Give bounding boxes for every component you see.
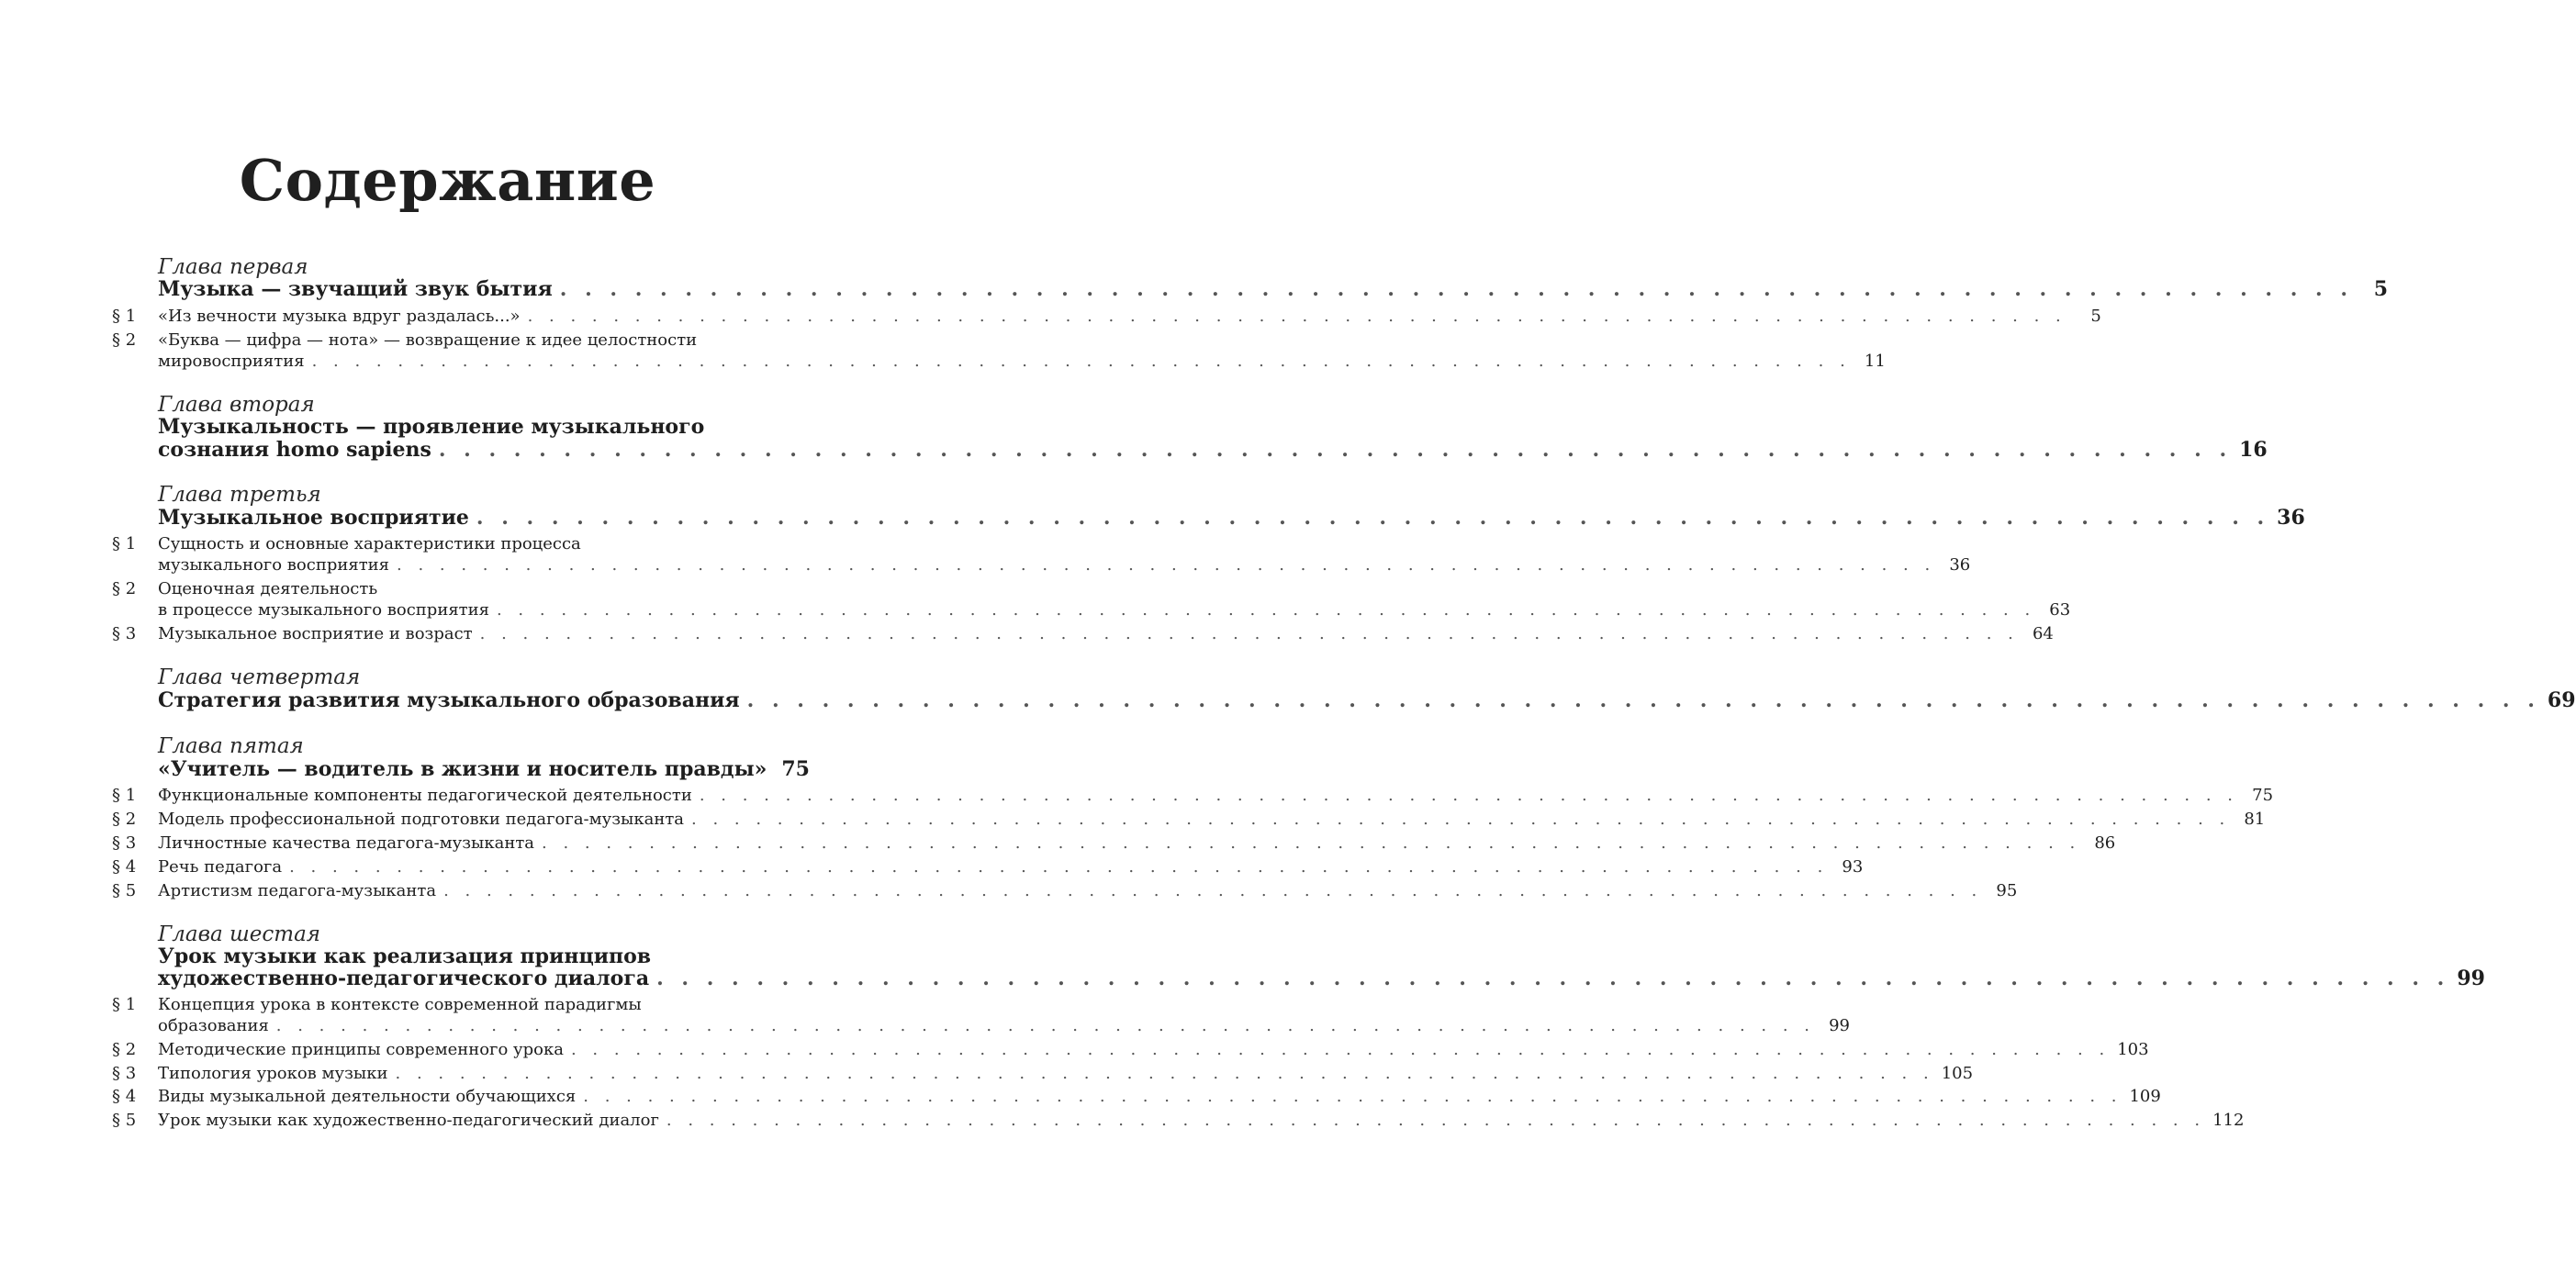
chapter-title[interactable] [158,967,2485,992]
section-title: «Из вечности музыка вдруг раздалась...» [158,307,521,326]
dot-leader: . . . . . . . . . . . . . . . . . . . . . . . . . . . . . . . . . . . . . . . . . . . . . . . . . . . . . . . . . . . . . . . . . . . . . . . . [570,1040,2111,1059]
section-title: Модель профессиональной подготовки педагога-музыканта [158,810,685,829]
section-title: мировосприятия [158,352,305,371]
dot-leader: . . . . . . . . . . . . . . . . . . . . . . . . . . . . . . . . . . . . . . . . . . . . . . . . . . . . . . . . . . . . . . . . . . . . . . . . [559,277,2354,301]
page-number: 64 [2032,624,2054,643]
section-title: Урок музыки как художественно-педагогический диалог [158,1111,659,1130]
chapter-title-line: Музыкальность — проявление музыкального [158,415,705,439]
section-title: Музыкальное восприятие и возраст [158,624,473,643]
section-number: § 3 [112,833,137,853]
chapter-title-text: Музыкальное восприятие [158,506,469,530]
chapter-title-line: Урок музыки как реализация принципов [158,944,652,968]
section-entry[interactable] [158,1016,1850,1042]
chapter-title[interactable] [158,688,2576,714]
dot-leader: . . . . . . . . . . . . . . . . . . . . . . . . . . . . . . . . . . . . . . . . . . . . . . . . . . . . . . . . . . . . . . . . . . . . . . . . [691,810,2231,829]
section-number: § 2 [112,1040,137,1059]
section-entry[interactable] [158,786,2274,811]
section-number: § 2 [112,330,137,350]
chapter-label: Глава первая [158,255,308,279]
chapter-label: Глава третья [158,483,321,507]
section-number: § 2 [112,810,137,829]
section-number: § 5 [112,1111,137,1130]
page-number: 86 [2094,833,2116,853]
page-number: 63 [2049,600,2071,620]
section-entry[interactable] [158,555,1971,581]
section-title: музыкального восприятия [158,555,390,575]
dot-leader: . . . . . . . . . . . . . . . . . . . . . . . . . . . . . . . . . . . . . . . . . . . . . . . . . . . . . . . . . . . . . . . . . . . . . . . . [289,857,1829,877]
chapter-title-text: Стратегия развития музыкального образования [158,688,740,712]
chapter-title-text: «Учитель — водитель в жизни и носитель правды» [158,757,767,781]
page-number: 36 [1949,555,1971,575]
page-number: 36 [2277,506,2305,530]
page-number: 93 [1842,857,1864,877]
section-entry[interactable] [158,624,2054,650]
page-number: 95 [1996,881,2018,900]
section-entry[interactable] [158,1040,2149,1066]
chapter-label: Глава вторая [158,393,315,417]
dot-leader: . . . . . . . . . . . . . . . . . . . . . . . . . . . . . . . . . . . . . . . . . . . . . . . . . . . . . . . . . . . . . . . . . . . . . . . . [476,506,2270,530]
page-number: 5 [2373,277,2389,301]
section-entry[interactable] [158,1064,1974,1090]
section-title-line: Сущность и основные характеристики процесса [158,534,581,553]
chapter-title[interactable] [158,506,2305,531]
section-title: Виды музыкальной деятельности обучающихся [158,1087,577,1106]
page-number: 105 [1941,1064,1974,1083]
page-title: Содержание [239,147,656,214]
dot-leader: . . . . . . . . . . . . . . . . . . . . . . . . . . . . . . . . . . . . . . . . . . . . . . . . . . . . . . . . . . . . . . . . . . . . . . . . [311,352,1851,371]
dot-leader: . . . . . . . . . . . . . . . . . . . . . . . . . . . . . . . . . . . . . . . . . . . . . . . . . . . . . . . . . . . . . . . . . . . . . . . . [275,1016,1815,1035]
page-number: 103 [2117,1040,2149,1059]
chapter-title[interactable] [158,277,2389,303]
section-title: Речь педагога [158,857,283,877]
dot-leader: . . . . . . . . . . . . . . . . . . . . . . . . . . . . . . . . . . . . . . . . . . . . . . . . . . . . . . . . . . . . . . . . . . . . . . . . [438,438,2233,462]
section-entry[interactable] [158,307,2101,332]
dot-leader: . . . . . . . . . . . . . . . . . . . . . . . . . . . . . . . . . . . . . . . . . . . . . . . . . . . . . . . . . . . . . . . . . . . . . . . . [479,624,2019,643]
dot-leader: . . . . . . . . . . . . . . . . . . . . . . . . . . . . . . . . . . . . . . . . . . . . . . . . . . . . . . . . . . . . . . . . . . . . . . . . [527,307,2066,326]
dot-leader: . . . . . . . . . . . . . . . . . . . . . . . . . . . . . . . . . . . . . . . . . . . . . . . . . . . . . . . . . . . . . . . . . . . . . . . . [443,881,1983,900]
section-title: Типология уроков музыки [158,1064,388,1083]
section-title: образования [158,1016,269,1035]
chapter-title-text: сознания homo sapiens [158,438,431,462]
chapter-title[interactable] [158,438,2268,464]
dot-leader: . . . . . . . . . . . . . . . . . . . . . . . . . . . . . . . . . . . . . . . . . . . . . . . . . . . . . . . . . . . . . . . . . . . . . . . . [699,786,2239,805]
dot-leader: . . . . . . . . . . . . . . . . . . . . . . . . . . . . . . . . . . . . . . . . . . . . . . . . . . . . . . . . . . . . . . . . . . . . . . . . [542,833,2081,853]
section-entry[interactable] [158,857,1864,883]
section-number: § 2 [112,579,137,598]
section-entry[interactable] [158,600,2071,626]
chapter-label: Глава пятая [158,734,304,758]
page-number: 5 [2090,307,2101,326]
dot-leader: . . . . . . . . . . . . . . . . . . . . . . . . . . . . . . . . . . . . . . . . . . . . . . . . . . . . . . . . . . . . . . . . . . . . . . . . [666,1111,2206,1130]
page-number: 11 [1864,352,1886,371]
section-number: § 1 [112,995,137,1014]
page-number: 109 [2129,1087,2161,1106]
section-entry[interactable] [158,1111,2245,1136]
section-number: § 4 [112,1087,137,1106]
page-number: 16 [2239,438,2268,462]
dot-leader: . . . . . . . . . . . . . . . . . . . . . . . . . . . . . . . . . . . . . . . . . . . . . . . . . . . . . . . . . . . . . . . . . . . . . . . . [656,967,2450,990]
chapter-title-text: Музыка — звучащий звук бытия [158,277,553,301]
section-title-line: «Буква — цифра — нота» — возвращение к идее целостности [158,330,698,350]
section-title-line: Концепция урока в контексте современной парадигмы [158,995,642,1014]
section-number: § 1 [112,307,137,326]
section-number: § 5 [112,881,137,900]
section-title-line: Оценочная деятельность [158,579,378,598]
dot-leader: . . . . . . . . . . . . . . . . . . . . . . . . . . . . . . . . . . . . . . . . . . . . . . . . . . . . . . . . . . . . . . . . . . . . . . . . [397,555,1936,575]
section-entry[interactable] [158,1087,2161,1112]
section-title: Методические принципы современного урока [158,1040,564,1059]
chapter-title[interactable] [158,757,810,783]
section-entry[interactable] [158,881,2018,907]
section-number: § 4 [112,857,137,877]
dot-leader: . . . . . . . . . . . . . . . . . . . . . . . . . . . . . . . . . . . . . . . . . . . . . . . . . . . . . . . . . . . . . . . . . . . . . . . . [583,1087,2122,1106]
chapter-title-text: художественно-педагогического диалога [158,967,650,990]
section-title: Функциональные компоненты педагогической деятельности [158,786,692,805]
page-number: 75 [2252,786,2274,805]
section-number: § 1 [112,534,137,553]
section-entry[interactable] [158,352,1886,377]
page-number: 99 [2457,967,2485,990]
chapter-label: Глава шестая [158,922,321,946]
section-number: § 1 [112,786,137,805]
section-title: Личностные качества педагога-музыканта [158,833,535,853]
dot-leader: . . . . . . . . . . . . . . . . . . . . . . . . . . . . . . . . . . . . . . . . . . . . . . . . . . . . . . . . . . . . . . . . . . . . . . . . [496,600,2036,620]
section-title: в процессе музыкального восприятия [158,600,489,620]
section-number: § 3 [112,624,137,643]
section-title: Артистизм педагога-музыканта [158,881,437,900]
section-entry[interactable] [158,810,2266,835]
page-number: 112 [2212,1111,2245,1130]
page-number: 75 [781,757,810,781]
page-number: 81 [2244,810,2266,829]
section-entry[interactable] [158,833,2116,859]
dot-leader: . . . . . . . . . . . . . . . . . . . . . . . . . . . . . . . . . . . . . . . . . . . . . . . . . . . . . . . . . . . . . . . . . . . . . . . . [395,1064,1934,1083]
page-number: 99 [1829,1016,1850,1035]
chapter-label: Глава четвертая [158,665,361,689]
dot-leader: . . . . . . . . . . . . . . . . . . . . . . . . . . . . . . . . . . . . . . . . . . . . . . . . . . . . . . . . . . . . . . . . . . . . . . . . [746,688,2540,712]
page-number: 69 [2547,688,2576,712]
section-number: § 3 [112,1064,137,1083]
